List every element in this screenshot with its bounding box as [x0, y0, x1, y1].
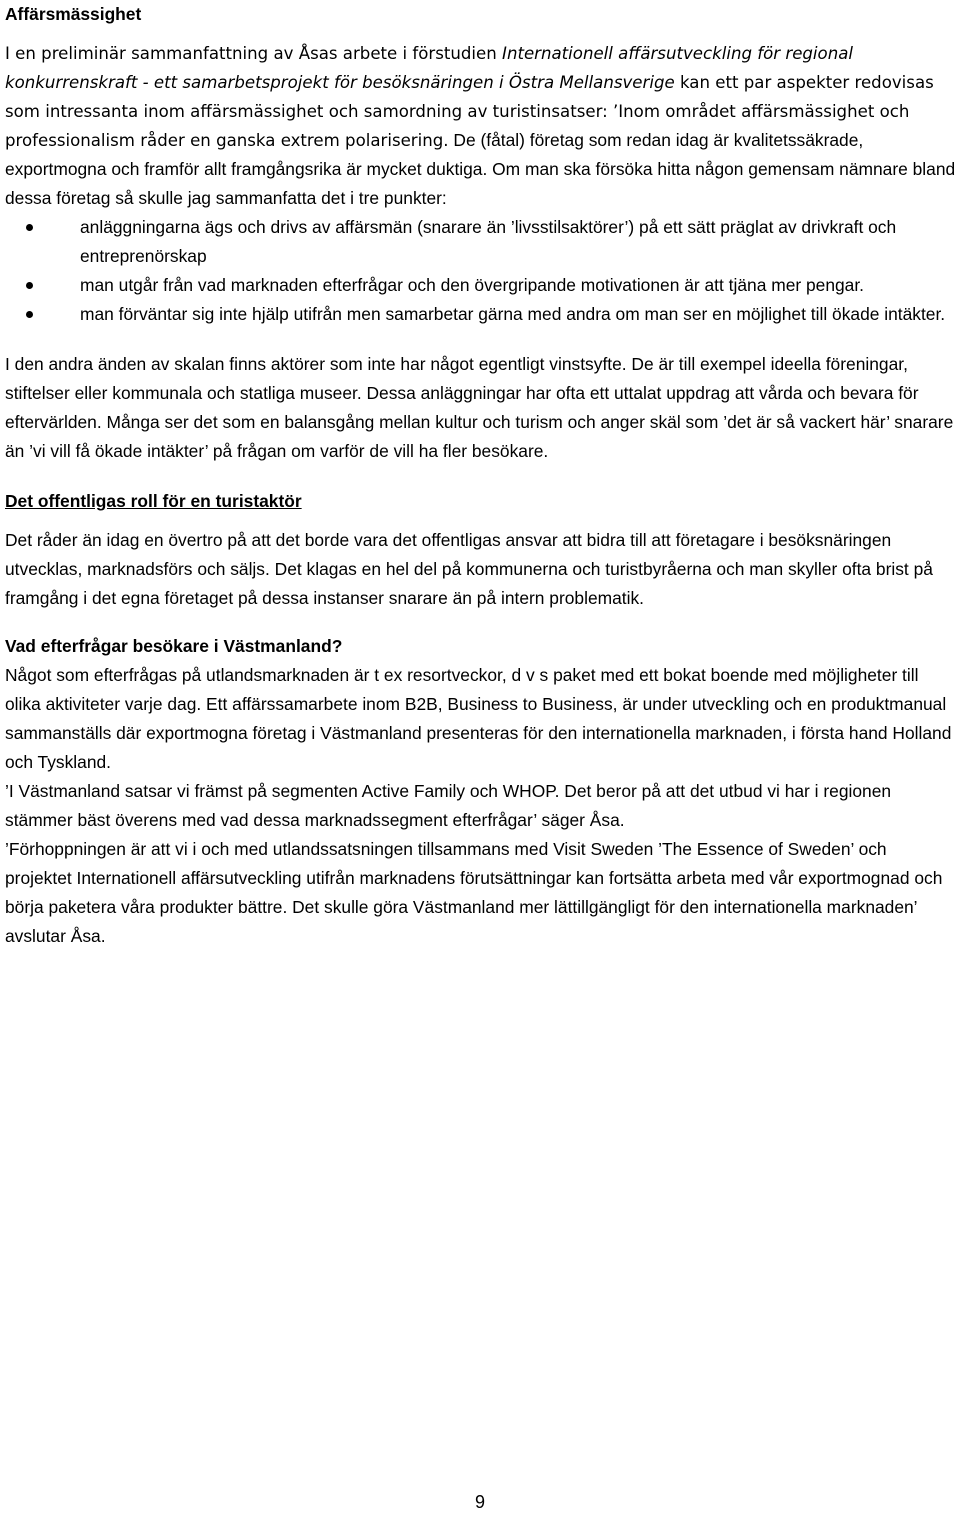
- spacer: [5, 29, 957, 39]
- intro-text-start: I en preliminär sammanfattning av Åsas arbete i förstudien: [5, 44, 503, 63]
- list-item-text: man utgår från vad marknaden efterfrågar och den övergripande motivationen är att tjäna mer pengar.: [80, 275, 865, 295]
- intro-paragraph: [5, 39, 957, 213]
- paragraph-segment-quote: ’I Västmanland satsar vi främst på segmenten Active Family och WHOP. Det beror på att det utbud vi har i regionen stämmer bäst överens med vad dessa marknadssegment efterfrågar’ säger Åsa.: [5, 781, 892, 830]
- paragraph-other-end: I den andra änden av skalan finns aktörer som inte har något egentligt vinstsyfte. De är till exempel ideella föreningar, stiftelser eller kommunala och statliga museer. Dessa anläggningar har ofta ett uttalat uppdrag att vårda och bevara för eftervärlden. Många ser det som en balansgång mellan kultur och turism och anger skäl som ’det är så vackert här’ snarare än ’vi vill få ökade intäkter’ på frågan om varför de vill ha fler besökare.: [5, 354, 954, 461]
- intro-text-middle: kan ett par aspekter redovisas som intressanta inom affärsmässighet och samordning av turistinsatser:: [5, 73, 934, 121]
- list-item: [5, 271, 957, 300]
- list-item: [5, 213, 957, 271]
- spacer: [5, 516, 957, 526]
- section-heading-affarsmassighet: Affärsmässighet: [5, 4, 142, 24]
- bullet-icon: [26, 282, 33, 289]
- section-heading-offentliga: Det offentligas roll för en turistaktör: [5, 491, 302, 511]
- spacer: [5, 466, 957, 487]
- page-number: 9: [474, 1492, 485, 1512]
- document-page: [5, 0, 957, 951]
- intro-text-rest: De (fåtal) företag som redan idag är kvalitetssäkrade, exportmogna och framför allt framgångsrika är mycket duktiga. Om man ska försöka hitta någon gemensam nämnare bland dessa företag så skulle jag sammanfatta det i tre punkter:: [5, 130, 956, 208]
- bullet-icon: [26, 224, 33, 231]
- bullet-icon: [26, 311, 33, 318]
- project-title-italic: Internationell affärsutveckling för regional konkurrenskraft - ett samarbetsprojekt för besöksnäringen i Östra Mellansverige: [5, 44, 853, 92]
- bullet-list: [5, 213, 957, 329]
- list-item-text: man förväntar sig inte hjälp utifrån men samarbetar gärna med andra om man ser en möjlighet till ökade intäkter.: [80, 304, 946, 324]
- list-item-text: anläggningarna ägs och drivs av affärsmän (snarare än ’livsstilsaktörer’) på ett sätt präglat av drivkraft och entreprenörskap: [80, 217, 897, 266]
- intro-quote-start: ’Inom området affärsmässighet och professionalism råder en ganska extrem polarisering.: [5, 102, 910, 150]
- spacer: [5, 329, 957, 350]
- list-item: [5, 300, 957, 329]
- section-heading-besokare: Vad efterfrågar besökare i Västmanland?: [5, 636, 343, 656]
- spacer: [5, 613, 957, 632]
- paragraph-efterfragas: Något som efterfrågas på utlandsmarknaden är t ex resortveckor, d v s paket med ett bokat boende med möjligheter till olika aktiviteter varje dag. Ett affärssamarbete inom B2B, Business to Business, är under utveckling och en produktmanual sammanställs där exportmogna företag i Västmanland presenteras för den internationella marknaden, i första hand Holland och Tyskland.: [5, 665, 952, 772]
- paragraph-forhoppning-quote: ’Förhoppningen är att vi i och med utlandssatsningen tillsammans med Visit Sweden ’The Essence of Sweden’ och projektet Internationell affärsutveckling utifrån marknadens förutsättningar kan fortsätta arbeta med vår exportmognad och börja paketera våra produkter bättre. Det skulle göra Västmanland mer lättillgängligt för den internationella marknaden’ avslutar Åsa.: [5, 839, 943, 946]
- paragraph-offentliga: Det råder än idag en övertro på att det borde vara det offentligas ansvar att bidra till att företagare i besöksnäringen utvecklas, marknadsförs och säljs. Det klagas en hel del på kommunerna och turistbyråerna och man skyller ofta brist på framgång i det egna företaget på dessa instanser snarare än på intern problematik.: [5, 530, 933, 608]
